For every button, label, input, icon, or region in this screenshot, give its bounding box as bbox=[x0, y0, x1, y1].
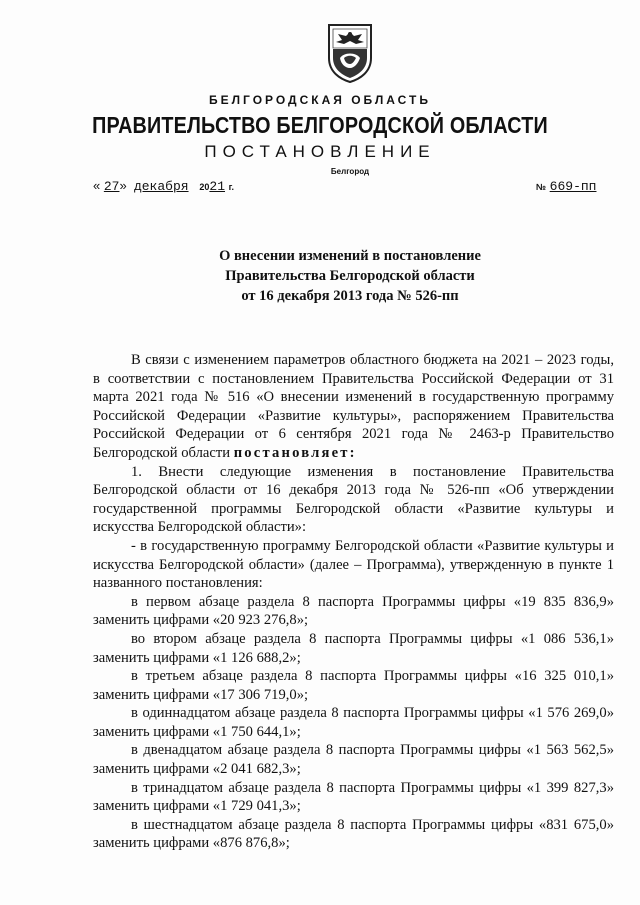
paragraph: в третьем абзаце раздела 8 паспорта Программы цифры «16 325 010,1» заменить цифрами «17 306 719,0»; bbox=[93, 668, 614, 703]
paragraph: 1. Внести следующие изменения в постановление Правительства Белгородской области от 16 декабря 2013 года № 526-пп «Об утверждении государственной программы Белгородской области «Развитие культуры и искусства Белгородской области»: bbox=[93, 463, 614, 536]
document-date bbox=[93, 178, 234, 194]
paragraph: в одиннадцатом абзаце раздела 8 паспорта Программы цифры «1 576 269,0» заменить цифрами «1 750 644,1»; bbox=[93, 705, 614, 740]
paragraph: в тринадцатом абзаце раздела 8 паспорта Программы цифры «1 399 827,3» заменить цифрами «1 729 041,3»; bbox=[93, 779, 614, 815]
government-name: ПРАВИТЕЛЬСТВО БЕЛГОРОДСКОЙ ОБЛАСТИ bbox=[92, 112, 548, 138]
date-year-abbr: г. bbox=[228, 182, 234, 192]
number-value: 669-пп bbox=[549, 179, 597, 194]
document-number bbox=[536, 178, 596, 194]
region-name: БЕЛГОРОДСКАЯ ОБЛАСТЬ bbox=[209, 93, 431, 107]
date-day: 27 bbox=[103, 179, 120, 194]
document-title bbox=[0, 246, 640, 306]
date-year-prefix: 20 bbox=[199, 182, 210, 192]
paragraph: в двенадцатом абзаце раздела 8 паспорта Программы цифры «1 563 562,5» заменить цифрами «2 041 682,3»; bbox=[93, 742, 614, 778]
paragraph-text: В связи с изменением параметров областного бюджета на 2021 – 2023 годы, в соответствии с постановлением Правительства Российской Федерации от 31 марта 2021 года № 516 «О внесении изменений в государственную программу Российской Федерации «Развитие культуры», распоряжением Правительства Российской Федерации от 6 сентября 2021 года № 2463-р Правительство Белгородской области bbox=[93, 352, 614, 461]
coat-of-arms-icon bbox=[326, 22, 374, 84]
paragraph: в первом абзаце раздела 8 паспорта Программы цифры «19 835 836,9» заменить цифрами «20 923 276,8»; bbox=[93, 593, 614, 629]
city-name: Белгород bbox=[330, 167, 370, 176]
date-year-suffix: 21 bbox=[209, 179, 226, 194]
resolution-word: постановляет: bbox=[233, 444, 357, 461]
title-line-1: О внесении изменений в постановление bbox=[219, 248, 481, 264]
paragraph: - в государственную программу Белгородской области «Развитие культуры и искусства Белгородской области» (далее – Программа), утвержденную в пункте 1 названного постановления: bbox=[93, 537, 614, 592]
paragraph: в шестнадцатом абзаце раздела 8 паспорта Программы цифры «831 675,0» заменить цифрами «876 876,8»; bbox=[93, 816, 614, 852]
paragraph: во втором абзаце раздела 8 паспорта Программы цифры «1 086 536,1» заменить цифрами «1 126 688,2»; bbox=[93, 630, 614, 666]
number-prefix: № bbox=[536, 182, 547, 192]
title-line-2: Правительства Белгородской области bbox=[225, 268, 475, 284]
date-open-quote: « bbox=[93, 178, 101, 193]
paragraph bbox=[93, 351, 614, 463]
document-body bbox=[93, 351, 614, 853]
date-month: декабря bbox=[133, 179, 189, 194]
document-type: ПОСТАНОВЛЕНИЕ bbox=[204, 142, 436, 161]
title-line-3: от 16 декабря 2013 года № 526-пп bbox=[241, 288, 459, 304]
date-close-quote: » bbox=[119, 178, 127, 193]
